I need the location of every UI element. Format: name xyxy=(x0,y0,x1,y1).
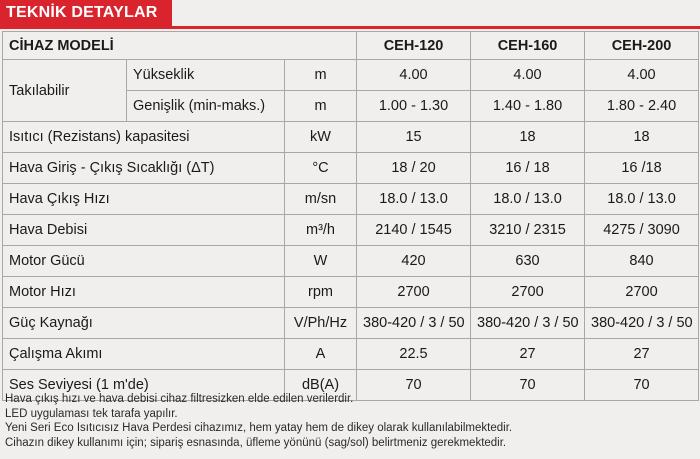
row-value: 1.80 - 2.40 xyxy=(585,91,699,122)
model-header: CEH-200 xyxy=(585,32,699,60)
footnote: Yeni Seri Eco Isıtıcısız Hava Perdesi cihazımız, hem yatay hem de dikey olarak kullanılabilmektedir. xyxy=(5,422,513,434)
row-value: 70 xyxy=(471,370,585,401)
group-label: Takılabilir xyxy=(3,60,127,122)
footnote: LED uygulaması tek tarafa yapılır. xyxy=(5,407,178,420)
row-value: 380-420 / 3 / 50 xyxy=(357,308,471,339)
table-row xyxy=(3,277,699,308)
row-label: Motor Gücü xyxy=(3,246,285,277)
model-header: CEH-120 xyxy=(357,32,471,60)
row-value: 70 xyxy=(585,370,699,401)
table-row xyxy=(3,246,699,277)
row-label: Isıtıcı (Rezistans) kapasitesi xyxy=(3,122,285,153)
table-row xyxy=(3,339,699,370)
row-value: 630 xyxy=(471,246,585,277)
row-value: 18 xyxy=(585,122,699,153)
footnote: Hava çıkış hızı ve hava debisi cihaz filtresizken elde edilen verilerdir. xyxy=(5,393,354,405)
table-row xyxy=(3,122,699,153)
table-row xyxy=(3,308,699,339)
row-label: Çalışma Akımı xyxy=(3,339,285,370)
row-value: 22.5 xyxy=(357,339,471,370)
header-divider xyxy=(0,26,700,29)
row-label: Hava Çıkış Hızı xyxy=(3,184,285,215)
row-label: Hava Debisi xyxy=(3,215,285,246)
table-header-row xyxy=(3,32,699,60)
row-value: 840 xyxy=(585,246,699,277)
row-value: 2700 xyxy=(357,277,471,308)
row-unit: kW xyxy=(285,122,357,153)
row-value: 2700 xyxy=(471,277,585,308)
row-value: 4.00 xyxy=(471,60,585,91)
row-value: 380-420 / 3 / 50 xyxy=(471,308,585,339)
row-value: 18.0 / 13.0 xyxy=(471,184,585,215)
footnote: Cihazın dikey kullanımı için; sipariş esnasında, üfleme yönünü (sag/sol) belirtmeniz gerekmektedir. xyxy=(5,436,507,449)
row-value: 27 xyxy=(471,339,585,370)
row-value: 2140 / 1545 xyxy=(357,215,471,246)
row-value: 420 xyxy=(357,246,471,277)
row-unit: m xyxy=(285,91,357,122)
section-title: TEKNİK DETAYLAR xyxy=(0,0,172,26)
row-unit: W xyxy=(285,246,357,277)
table-row xyxy=(3,184,699,215)
row-label: Ses Seviyesi (1 m'de) xyxy=(3,370,285,401)
spec-table xyxy=(2,31,699,401)
row-unit: m/sn xyxy=(285,184,357,215)
row-unit: V/Ph/Hz xyxy=(285,308,357,339)
row-unit: dB(A) xyxy=(285,370,357,401)
table-row xyxy=(3,60,699,91)
row-value: 18 xyxy=(471,122,585,153)
row-unit: rpm xyxy=(285,277,357,308)
row-label: Hava Giriş - Çıkış Sıcaklığı (ΔT) xyxy=(3,153,285,184)
row-value: 15 xyxy=(357,122,471,153)
row-unit: °C xyxy=(285,153,357,184)
table-row xyxy=(3,215,699,246)
row-value: 3210 / 2315 xyxy=(471,215,585,246)
row-label: Genişlik (min-maks.) xyxy=(127,91,285,122)
row-unit: m xyxy=(285,60,357,91)
row-value: 18.0 / 13.0 xyxy=(357,184,471,215)
model-header: CEH-160 xyxy=(471,32,585,60)
row-value: 380-420 / 3 / 50 xyxy=(585,308,699,339)
row-value: 16 / 18 xyxy=(471,153,585,184)
row-value: 1.00 - 1.30 xyxy=(357,91,471,122)
row-label: Güç Kaynağı xyxy=(3,308,285,339)
row-label: Yükseklik xyxy=(127,60,285,91)
row-unit: m³/h xyxy=(285,215,357,246)
row-value: 18.0 / 13.0 xyxy=(585,184,699,215)
row-value: 70 xyxy=(357,370,471,401)
row-label: Motor Hızı xyxy=(3,277,285,308)
row-value: 4.00 xyxy=(585,60,699,91)
row-value: 4275 / 3090 xyxy=(585,215,699,246)
row-value: 2700 xyxy=(585,277,699,308)
row-value: 4.00 xyxy=(357,60,471,91)
row-value: 16 /18 xyxy=(585,153,699,184)
row-value: 27 xyxy=(585,339,699,370)
row-value: 18 / 20 xyxy=(357,153,471,184)
table-row xyxy=(3,153,699,184)
footnotes xyxy=(5,392,512,450)
model-label: CİHAZ MODELİ xyxy=(3,32,357,60)
row-unit: A xyxy=(285,339,357,370)
row-value: 1.40 - 1.80 xyxy=(471,91,585,122)
